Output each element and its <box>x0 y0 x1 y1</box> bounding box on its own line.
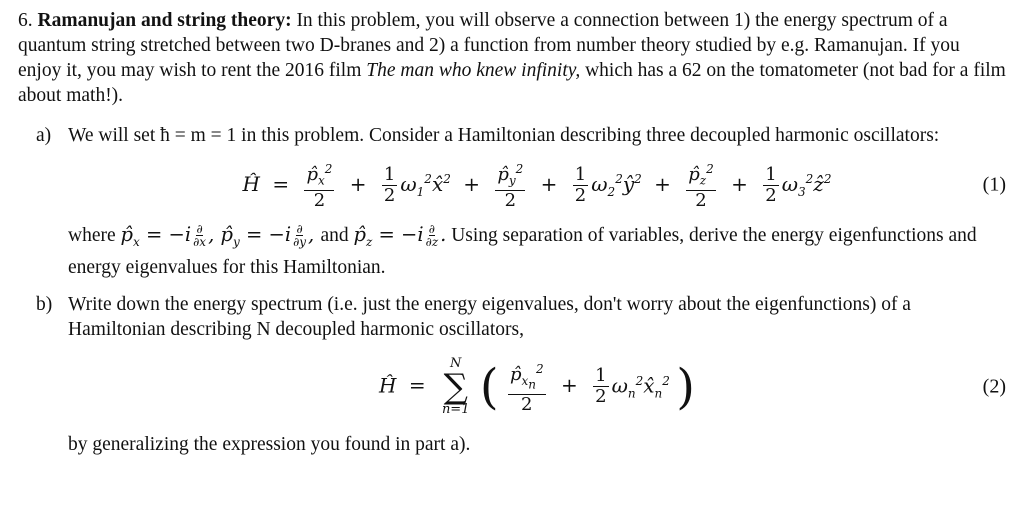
part-a-instructions: Using separation of variables, derive the energy eigenfunctions and energy eigenvalues for this Hamiltonian. <box>68 225 977 278</box>
part-a-label: a) <box>36 125 52 146</box>
part-a <box>18 123 1006 280</box>
momentum-operators: $p̂_x = -i$ $\frac{\partial}{\partial x}$ , $p̂_y = -i$ $\frac{\partial}{\partial y}$ , <box>120 222 321 249</box>
problem-title: Ramanujan and string theory: <box>37 10 292 31</box>
sum-upper-limit: N <box>450 355 462 371</box>
problem-intro <box>18 8 1006 108</box>
equation-2-formula: Ĥ = N ∑ n=1 ( $\frac{p̂_{x_n}^2}{2}$ + $\frac{1}{2}$ $\omega_n^2x̂_n^2$ ) <box>379 355 695 417</box>
part-b <box>18 292 1006 457</box>
summation: N ∑ n=1 <box>441 355 470 417</box>
part-b-label: b) <box>36 293 53 315</box>
part-b-text-1: Write down the energy spectrum (i.e. just the energy eigenvalues, don't worry about the eigenfunctions) of a Hamiltonian describing N decoupled harmonic oscillators, <box>68 293 911 340</box>
equation-1-formula: Ĥ = $\frac{p̂_x^2}{2}$ + $\frac{1}{2}$ $\omega_1^2x̂^2$ + $\frac{p̂_y^2}{2}$ + $\frac{1}{2}$ $\omega_2^2ŷ^2$ + $\frac{p̂_z^2}{2}$ + $\frac{1}{2}$ $\omega_3^2ẑ^2$ <box>243 159 832 212</box>
part-b-text-2: by generalizing the expression you found in part a). <box>68 433 471 455</box>
intro-text-b: which has a 62 on the tomatometer (not bad for a film about math!). <box>18 60 1006 106</box>
equation-1-number: (1) <box>982 173 1006 196</box>
problem-page <box>18 8 1006 457</box>
problem-number: 6. <box>18 10 33 31</box>
part-a-where: where <box>68 225 116 246</box>
part-a-text-2: where $p̂_x = -i$ $\frac{\partial}{\partial x}$ , $p̂_y = -i$ $\frac{\partial}{\partial y}$ , and $p̂_z = -i$ $\frac{\partial}{\partial z}$ . Using separation of variables, derive the energy eigenfunctions and energy eigenvalues for this Hamiltonian. <box>68 222 977 278</box>
film-title: The man who knew infinity, <box>366 60 581 81</box>
equation-2 <box>68 342 1006 432</box>
equation-2-number: (2) <box>982 375 1006 398</box>
intro-text-a: In this problem, you will observe a connection between 1) the energy spectrum of a quantum string stretched between two D-branes and 2) a function from number theory studied by e.g. Ramanujan. If you enjoy it, you may wish to rent the 2016 film <box>18 10 960 81</box>
part-a-text-1: We will set ħ = m = 1 in this problem. Consider a Hamiltonian describing three decoupled harmonic oscillators: <box>68 125 940 146</box>
equation-1 <box>68 148 1006 222</box>
sum-lower-limit: n=1 <box>441 401 470 417</box>
